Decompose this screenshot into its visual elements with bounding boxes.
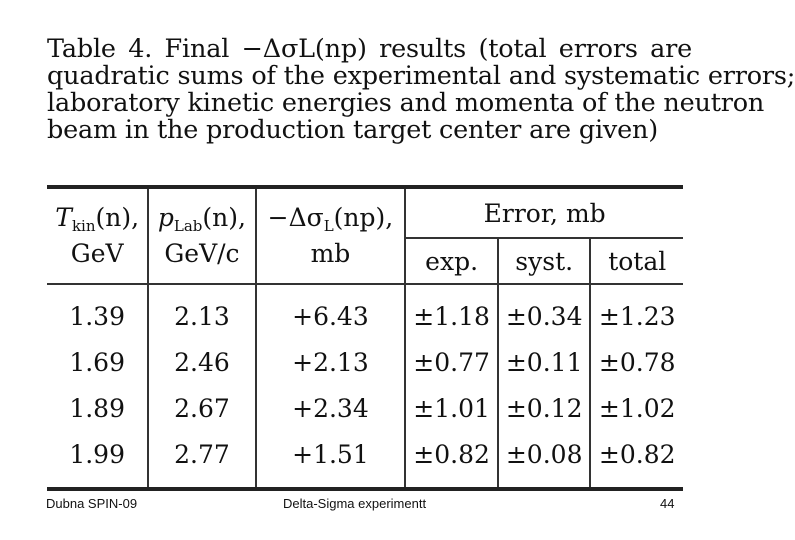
page-number: 44 [660, 496, 675, 511]
header-plab-symbol: p [157, 203, 174, 232]
caption-line-3: laboratory kinetic energies and momenta of the neutron [47, 88, 765, 118]
cell-total-error: ±0.82 [598, 439, 676, 469]
cell-total-error: ±1.02 [598, 393, 676, 423]
cell-plab: 2.77 [148, 431, 255, 489]
header-error-group: Error, mb [405, 187, 683, 238]
cell-tkin: 1.39 [47, 284, 148, 339]
cell-tkin: 1.69 [47, 339, 148, 385]
caption-line-2: quadratic sums of the experimental and systematic errors; [47, 61, 795, 91]
header-syst: syst. [498, 238, 591, 284]
table-row [47, 385, 683, 431]
header-exp: exp. [405, 238, 498, 284]
caption-line-4: beam in the production target center are given) [47, 115, 659, 145]
header-delta-sigma-symbol: −Δσ [267, 203, 324, 232]
cell-syst-error: ±0.11 [498, 339, 591, 385]
cell-exp-error: ±0.77 [405, 339, 498, 385]
cell-tkin: 1.89 [47, 385, 148, 431]
header-plab-argument: (n), [202, 203, 246, 232]
cell-delta-sigma: +6.43 [256, 284, 406, 339]
cell-total-error: ±1.23 [598, 301, 676, 331]
cell-exp-error: ±1.18 [405, 284, 498, 339]
header-tkin-subscript: kin [71, 217, 96, 235]
header-delta-sigma-argument: (np), [333, 203, 394, 232]
table-row [47, 284, 683, 339]
header-tkin-unit: GeV [70, 239, 124, 268]
cell-delta-sigma: +2.34 [256, 385, 406, 431]
caption-line-1: Table 4. Final −ΔσL(np) results (total errors are [47, 34, 692, 64]
header-plab [148, 187, 255, 284]
header-delta-sigma [256, 187, 406, 284]
cell-syst-error: ±0.08 [498, 431, 591, 489]
table-caption [47, 34, 795, 145]
cell-plab: 2.67 [148, 385, 255, 431]
header-plab-subscript: Lab [173, 217, 203, 235]
table-row [47, 339, 683, 385]
footer-center-text: Delta-Sigma experimentt [283, 496, 427, 511]
cell-syst-error: ±0.12 [498, 385, 591, 431]
footer-left-text: Dubna SPIN-09 [46, 496, 138, 511]
cell-syst-error: ±0.34 [498, 284, 591, 339]
cell-exp-error: ±0.82 [405, 431, 498, 489]
cell-plab: 2.13 [148, 284, 255, 339]
header-tkin [47, 187, 148, 284]
header-delta-sigma-subscript: L [323, 217, 334, 235]
header-tkin-symbol: T [55, 203, 72, 232]
results-table-wrapper [47, 185, 683, 469]
header-tkin-argument: (n), [95, 203, 140, 232]
cell-delta-sigma: +2.13 [256, 339, 406, 385]
cell-total-error: ±0.78 [598, 347, 676, 377]
cell-exp-error: ±1.01 [405, 385, 498, 431]
cell-tkin: 1.99 [47, 431, 148, 489]
header-delta-sigma-unit: mb [310, 239, 351, 268]
header-plab-unit: GeV/c [164, 239, 240, 268]
table-row [47, 431, 683, 489]
results-table [47, 185, 683, 491]
header-total: total [590, 238, 683, 284]
cell-plab: 2.46 [148, 339, 255, 385]
cell-delta-sigma: +1.51 [256, 431, 406, 489]
